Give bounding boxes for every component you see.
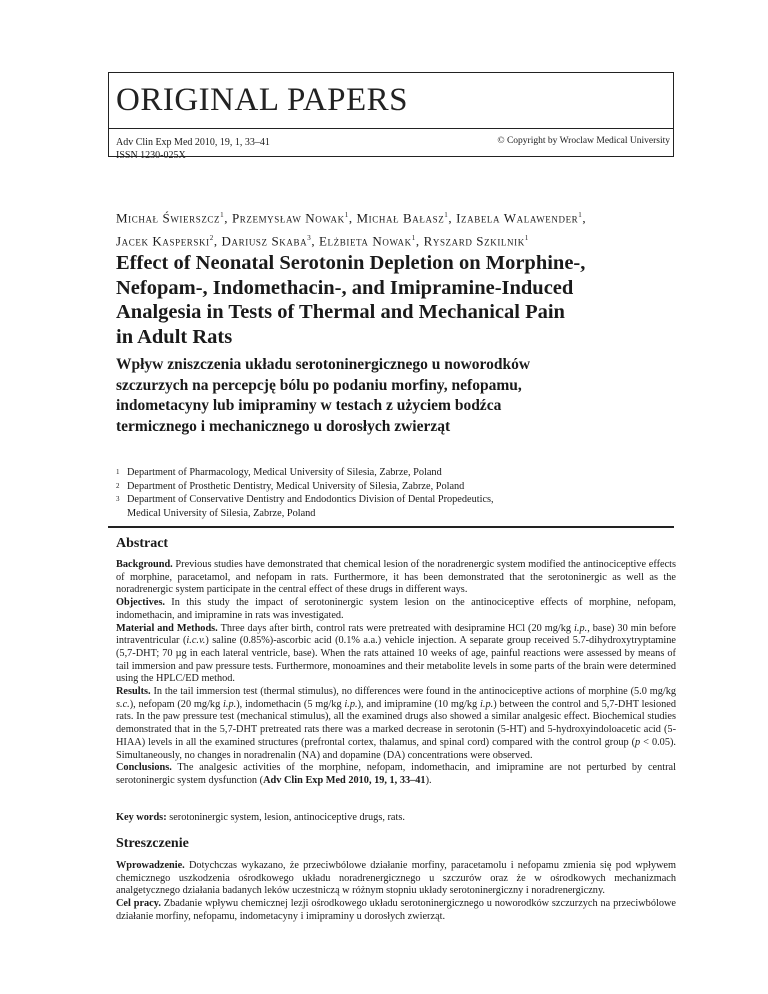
background-label: Background.	[116, 559, 173, 570]
results-text: ), nefopam (20 mg/kg	[129, 698, 224, 710]
intro-text: Dotychczas wykazano, że przeciwbólowe działanie morfiny, paracetamolu i nefopamu zmienia się pod wpływem chemicznego uszkodzenia ośrodkowego układu noradrenergicznego u szczurów oraz że w ośrodkowych mechanizmach analgetycznego działania badanych leków uczestniczą w różnym stopniu układy serotoninergiczny i noradrenergiczny.	[116, 860, 676, 897]
keywords	[116, 812, 676, 825]
author-name: Jacek Kasperski	[116, 233, 210, 249]
author-affil-ref: 3	[307, 234, 312, 243]
methods-text: ) saline (0.85%)-ascorbic acid (0.1% a.a.) vehicle injection. A separate group received 5.7-dihydroxytryptamine (5,7-DHT; 70 µg in each lateral ventricle, base). When the rats attained 10 weeks of age, painful reactions were assessed by means of tail immersion and paw pressure tests. Furthermore, monoamines and their metabolite levels in some parts of the brain were determined using the HPLC/ED method.	[116, 635, 676, 685]
author-line-2: Jacek Kasperski$^2$, Dariusz Skaba$^3$, Elżbieta Nowak$^1$, Ryszard Szkilnik$^1$	[116, 233, 529, 249]
title-pl-line: szczurzych na percepcję bólu po podaniu morfiny, nefopamu,	[116, 376, 522, 394]
affiliation-item	[116, 466, 676, 480]
conclusions-text: ).	[425, 774, 432, 786]
author-affil-ref: 2	[209, 234, 214, 243]
conclusions-citation: Adv Clin Exp Med 2010, 19, 1, 33–41	[263, 774, 426, 786]
author-affil-ref: 1	[578, 211, 583, 219]
title-line: Analgesia in Tests of Thermal and Mechanical Pain	[116, 301, 565, 323]
title-pl-line: Wpływ zniszczenia układu serotoninergicznego u noworodków	[116, 356, 531, 373]
abstract-heading: Abstract	[116, 536, 169, 551]
author-name: Elżbieta Nowak	[319, 233, 412, 249]
affiliation-continuation: Medical University of Silesia, Zabrze, Poland	[127, 507, 316, 519]
journal-citation	[116, 136, 270, 162]
methods-label: Material and Methods.	[116, 622, 218, 634]
streszczenie-aim	[116, 898, 676, 923]
author-line-1: Michał Świerszcz$^1$, Przemysław Nowak$^1$, Michał Bałasz$^1$, Izabela Walawender$^1$,	[116, 210, 587, 226]
abstract-background	[116, 559, 676, 597]
affiliation-text: Department of Prosthetic Dentistry, Medical University of Silesia, Zabrze, Poland	[127, 480, 465, 492]
route-abbr: i.p.	[480, 698, 494, 710]
route-abbr: i.p.	[223, 698, 237, 710]
results-text: ), indomethacin (5 mg/kg	[236, 698, 345, 710]
methods-text: , base) 30 min before intraventricular (	[116, 622, 676, 647]
section-title: ORIGINAL PAPERS	[116, 82, 409, 118]
title-pl-line: indometacyny lub imipraminy w testach z użyciem bodźca	[116, 397, 502, 414]
methods-text: Three days after birth, control rats were pretreated with desipramine HCl (20 mg/kg	[220, 622, 575, 634]
objectives-text: In this study the impact of serotoninergic system lesion on the antinociceptive effects of morphine, nefopam, indomethacin, and imipramine in rats was investigated.	[116, 597, 676, 621]
affiliation-item	[116, 480, 676, 494]
affiliation-item	[116, 493, 676, 507]
copyright-notice: © Copyright by Wroclaw Medical University	[497, 136, 670, 146]
route-abbr: i.c.v.	[186, 635, 206, 647]
title-pl-line: termicznego i mechanicznego u dorosłych zwierząt	[116, 417, 451, 435]
conclusions-text: The analgesic activities of the morphine, nefopam, indomethacin, and imipramine are not perturbed by central serotoninergic system dysfunction (	[116, 762, 676, 786]
affiliation-text: Department of Pharmacology, Medical University of Silesia, Zabrze, Poland	[127, 467, 442, 478]
streszczenie-intro	[116, 860, 676, 898]
author-name: Ryszard Szkilnik	[423, 233, 525, 249]
abstract-objectives	[116, 597, 676, 622]
results-text: In the tail immersion test (thermal stimulus), no differences were found in the antinociceptive actions of morphine (5.0 mg/kg	[153, 686, 677, 698]
author-name: Michał Świerszcz	[116, 210, 221, 226]
author-affil-ref: 1	[524, 234, 529, 243]
title-line: Effect of Neonatal Serotonin Depletion on Morphine-,	[116, 252, 586, 274]
streszczenie-body	[116, 860, 676, 924]
results-text: ) between the control and 5,7-DHT lesioned rats. In the paw pressure test (mechanical stimulus), all the examined drugs also showed a similar analgesic effect. Biochemical studies demonstrated that in the 5,7-DHT pretreated rats there was a marked decrease in serotonin (5-HT) and 5-hydroxyindoloacetic acid (5-HIAA) levels in all the examined structures (prefrontal cortex, thalamus, and spinal cord) compared with the control group (	[116, 698, 676, 748]
author-affil-ref: 1	[344, 211, 349, 219]
keywords-text: serotoninergic system, lesion, antinociceptive drugs, rats.	[169, 812, 405, 823]
affiliation-text: Department of Conservative Dentistry and Endodontics Division of Dental Propedeutics,	[127, 494, 494, 506]
results-text: < 0.05). Simultaneously, no changes in noradrenalin (NA) and dopamine (DA) concentrations were observed.	[116, 736, 676, 761]
affiliation-number: 2	[116, 481, 120, 490]
author-affil-ref: 1	[220, 211, 225, 219]
author-name: Izabela Walawender	[456, 210, 579, 226]
conclusions-label: Conclusions.	[116, 762, 172, 774]
abstract-results	[116, 686, 676, 762]
intro-label: Wprowadzenie.	[116, 860, 185, 871]
results-label: Results.	[116, 686, 151, 698]
issn-text: ISSN 1230-025X	[116, 150, 186, 161]
p-value: p	[635, 736, 641, 748]
abstract-body	[116, 559, 676, 788]
author-affil-ref: 1	[444, 211, 449, 219]
route-abbr: i.p.	[344, 698, 358, 710]
background-text: Previous studies have demonstrated that chemical lesion of the noradrenergic system modified the antinociceptive effects of morphine, paracetamol, and nefopam in rats. Furthermore, it has been demonstrated that the serotoninergic as well as the noradrenergic system participate in the central effect of these drugs in different ways.	[116, 559, 677, 596]
objectives-label: Objectives.	[116, 597, 165, 609]
affiliation-number: 1	[116, 468, 120, 476]
citation-text: Adv Clin Exp Med 2010, 19, 1, 33–41	[116, 137, 270, 148]
title-line: Nefopam-, Indomethacin-, and Imipramine-Induced	[116, 276, 574, 299]
affiliation-number: 3	[116, 495, 120, 504]
route-abbr: i.p.	[574, 622, 588, 634]
title-line: in Adult Rats	[116, 325, 233, 348]
streszczenie-heading: Streszczenie	[116, 836, 189, 851]
abstract-methods	[116, 623, 676, 687]
affiliations	[116, 466, 676, 520]
author-affil-ref: 1	[411, 234, 416, 243]
section-divider	[108, 526, 674, 528]
abstract-conclusions	[116, 762, 676, 787]
author-name: Dariusz Skaba	[221, 233, 308, 249]
author-list	[116, 205, 696, 252]
article-title-polish	[116, 355, 656, 437]
aim-text: Zbadanie wpływu chemicznej lezji ośrodkowego układu serotoninergicznego u noworodków szczurzych na przeciwbólowe działanie morfiny, nefopamu, indometacyny i imipraminy u dorosłych zwierząt.	[116, 898, 676, 922]
route-abbr: s.c.	[116, 698, 130, 710]
header-divider	[108, 128, 674, 129]
author-name: Michał Bałasz	[356, 210, 445, 226]
article-title	[116, 251, 656, 349]
author-name: Przemysław Nowak	[231, 210, 345, 226]
keywords-label: Key words:	[116, 812, 167, 823]
aim-label: Cel pracy.	[116, 898, 161, 910]
results-text: ), and imipramine (10 mg/kg	[357, 698, 481, 710]
